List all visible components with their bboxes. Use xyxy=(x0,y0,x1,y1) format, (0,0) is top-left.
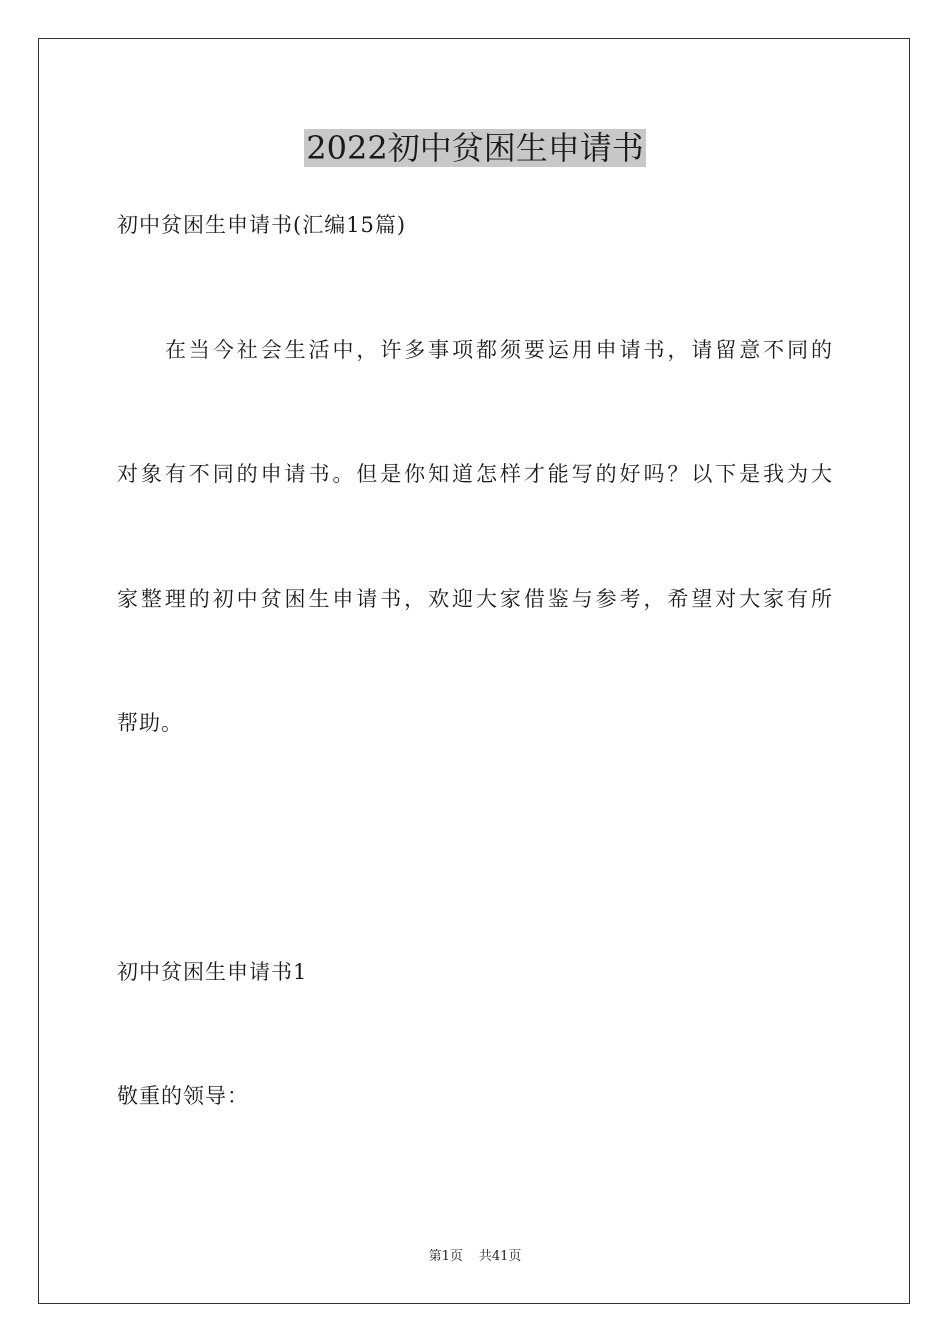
page-footer xyxy=(0,1248,950,1266)
document-title-text: 2022初中贫困生申请书 xyxy=(306,129,644,167)
intro-paragraph-line-4: 帮助。 xyxy=(117,711,183,735)
section-heading: 初中贫困生申请书1 xyxy=(117,960,308,984)
page-total: 共41页 xyxy=(478,1249,522,1264)
intro-paragraph-line-1: 在当今社会生活中，许多事项都须要运用申请书，请留意不同的 xyxy=(165,338,833,362)
salutation: 敬重的领导： xyxy=(117,1084,249,1108)
document-subtitle: 初中贫困生申请书(汇编15篇) xyxy=(117,213,407,237)
document-title xyxy=(0,126,950,170)
intro-paragraph-line-2: 对象有不同的申请书。但是你知道怎样才能写的好吗？以下是我为大 xyxy=(117,462,833,486)
intro-paragraph-line-3: 家整理的初中贫困生申请书，欢迎大家借鉴与参考，希望对大家有所 xyxy=(117,587,833,611)
page-number: 第1页 xyxy=(428,1249,463,1264)
